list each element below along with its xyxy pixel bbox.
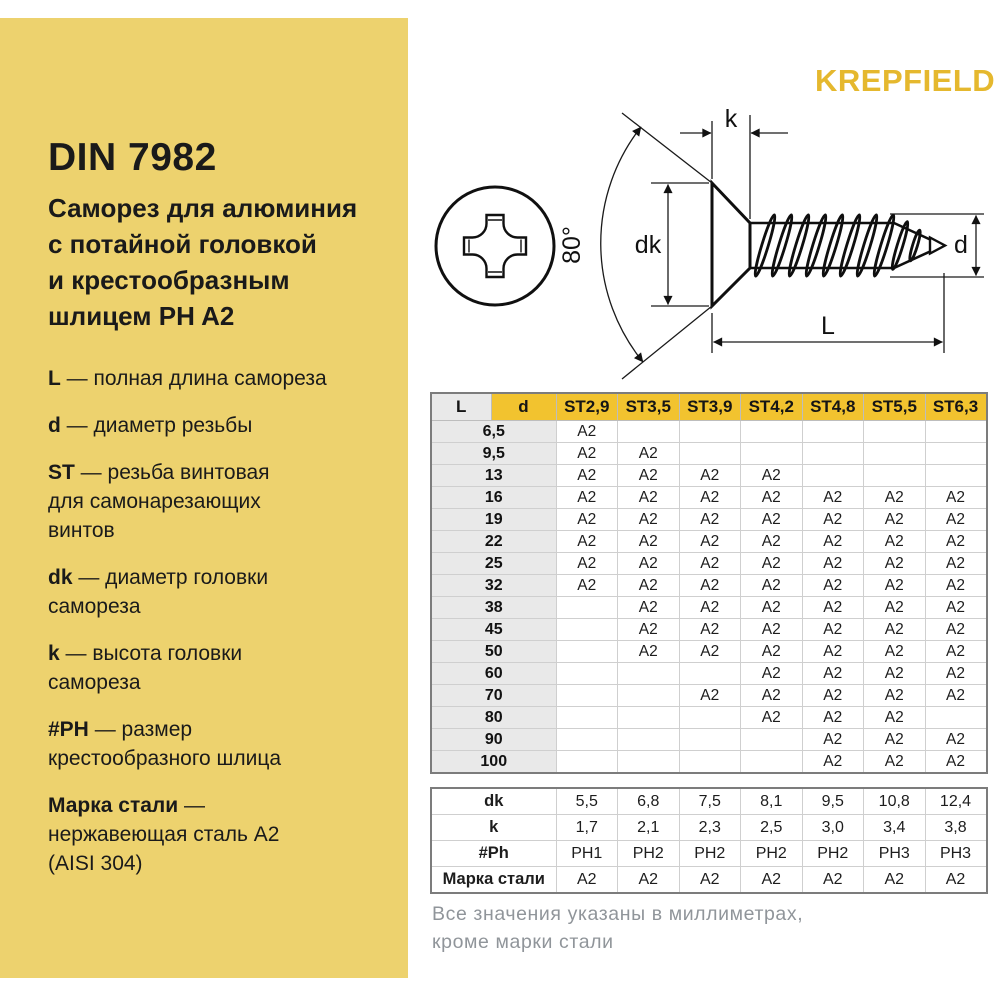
size-row: [431, 597, 987, 619]
row-length-label: 100: [431, 751, 556, 774]
column-header: ST6,3: [925, 393, 987, 421]
availability-cell: A2: [741, 707, 803, 729]
availability-cell: [618, 707, 680, 729]
brand-logo: KREPFIELD: [815, 63, 996, 98]
availability-cell: A2: [741, 509, 803, 531]
availability-cell: A2: [925, 729, 987, 751]
availability-cell: A2: [741, 685, 803, 707]
size-row: [431, 663, 987, 685]
spec-row: [431, 788, 987, 815]
availability-cell: A2: [802, 707, 864, 729]
size-row: [431, 443, 987, 465]
spec-value-cell: A2: [864, 867, 926, 894]
availability-cell: A2: [618, 509, 680, 531]
subtitle-line: шлицем PH A2: [48, 301, 235, 331]
availability-cell: A2: [802, 509, 864, 531]
legend-desc: самореза: [48, 671, 141, 694]
dim-label-dk: dk: [634, 231, 662, 259]
availability-cell: [618, 421, 680, 443]
dim-label-d: d: [954, 231, 968, 259]
availability-cell: A2: [556, 553, 618, 575]
availability-cell: A2: [556, 575, 618, 597]
spec-value-cell: PH2: [679, 841, 741, 867]
spec-value-cell: 1,7: [556, 815, 618, 841]
row-length-label: 16: [431, 487, 556, 509]
legend-item: [48, 639, 380, 697]
availability-cell: A2: [802, 575, 864, 597]
legend: [48, 364, 380, 878]
availability-cell: A2: [802, 553, 864, 575]
availability-cell: [802, 421, 864, 443]
availability-cell: A2: [618, 531, 680, 553]
availability-cell: [802, 443, 864, 465]
spec-value-cell: 7,5: [679, 788, 741, 815]
size-row: [431, 575, 987, 597]
availability-cell: A2: [679, 597, 741, 619]
availability-cell: [679, 443, 741, 465]
size-row: [431, 729, 987, 751]
availability-cell: A2: [925, 619, 987, 641]
availability-cell: A2: [864, 553, 926, 575]
head-top-view-icon: [436, 187, 554, 305]
availability-cell: A2: [679, 531, 741, 553]
spec-value-cell: 8,1: [741, 788, 803, 815]
spec-value-cell: 2,1: [618, 815, 680, 841]
product-subtitle: [48, 190, 380, 334]
availability-cell: A2: [679, 509, 741, 531]
column-header: ST2,9: [556, 393, 618, 421]
availability-cell: A2: [741, 641, 803, 663]
spec-value-cell: PH3: [864, 841, 926, 867]
subtitle-line: с потайной головкой: [48, 229, 317, 259]
spec-value-cell: 2,3: [679, 815, 741, 841]
availability-cell: [556, 619, 618, 641]
screw-diagram: [420, 98, 1000, 393]
dim-label-k: k: [724, 105, 738, 133]
availability-cell: [679, 707, 741, 729]
availability-cell: [618, 663, 680, 685]
availability-cell: A2: [556, 531, 618, 553]
availability-cell: A2: [925, 597, 987, 619]
availability-cell: A2: [556, 421, 618, 443]
availability-cell: A2: [802, 685, 864, 707]
availability-cell: [925, 465, 987, 487]
column-header: ST4,2: [741, 393, 803, 421]
subtitle-line: и крестообразным: [48, 265, 290, 295]
legend-desc: — размер: [88, 718, 193, 741]
row-length-label: 38: [431, 597, 556, 619]
availability-cell: A2: [618, 553, 680, 575]
availability-cell: A2: [741, 663, 803, 685]
footnote-line: Все значения указаны в миллиметрах,: [432, 903, 804, 925]
availability-cell: A2: [679, 641, 741, 663]
legend-term: k: [48, 642, 60, 665]
legend-desc: крестообразного шлица: [48, 747, 282, 770]
availability-cell: A2: [741, 619, 803, 641]
row-length-label: 70: [431, 685, 556, 707]
row-length-label: 32: [431, 575, 556, 597]
availability-cell: [679, 729, 741, 751]
spec-row-label: Марка стали: [431, 867, 556, 894]
row-length-label: 22: [431, 531, 556, 553]
spec-value-cell: 3,4: [864, 815, 926, 841]
availability-cell: [679, 751, 741, 774]
spec-row: [431, 841, 987, 867]
legend-desc: для самонарезающих: [48, 490, 261, 513]
availability-cell: A2: [864, 751, 926, 774]
spec-row-label: #Ph: [431, 841, 556, 867]
size-row: [431, 421, 987, 443]
availability-cell: A2: [925, 553, 987, 575]
row-length-label: 25: [431, 553, 556, 575]
availability-cell: [556, 597, 618, 619]
spec-value-cell: A2: [618, 867, 680, 894]
spec-value-cell: PH2: [618, 841, 680, 867]
availability-cell: [618, 685, 680, 707]
spec-value-cell: A2: [925, 867, 987, 894]
spec-value-cell: A2: [556, 867, 618, 894]
availability-cell: [556, 641, 618, 663]
availability-cell: A2: [679, 619, 741, 641]
availability-cell: A2: [679, 465, 741, 487]
size-row: [431, 509, 987, 531]
row-length-label: 19: [431, 509, 556, 531]
availability-cell: A2: [864, 531, 926, 553]
availability-cell: A2: [556, 509, 618, 531]
availability-cell: [741, 421, 803, 443]
size-row: [431, 619, 987, 641]
availability-cell: [741, 751, 803, 774]
legend-item: [48, 563, 380, 621]
availability-cell: A2: [802, 663, 864, 685]
row-length-label: 6,5: [431, 421, 556, 443]
availability-cell: [556, 685, 618, 707]
legend-desc: нержавеющая сталь А2: [48, 823, 280, 846]
row-length-label: 45: [431, 619, 556, 641]
size-table: [430, 392, 988, 774]
legend-term: d: [48, 414, 61, 437]
availability-cell: A2: [741, 487, 803, 509]
row-length-label: 50: [431, 641, 556, 663]
spec-value-cell: 3,0: [802, 815, 864, 841]
availability-cell: [864, 421, 926, 443]
availability-cell: A2: [741, 575, 803, 597]
availability-cell: A2: [864, 487, 926, 509]
availability-cell: A2: [925, 531, 987, 553]
availability-cell: [925, 421, 987, 443]
spec-value-cell: A2: [802, 867, 864, 894]
availability-cell: A2: [741, 465, 803, 487]
availability-cell: A2: [802, 597, 864, 619]
dim-label-L: L: [821, 312, 835, 340]
spec-value-cell: PH2: [802, 841, 864, 867]
availability-cell: A2: [925, 663, 987, 685]
legend-desc: (AISI 304): [48, 852, 143, 875]
availability-cell: A2: [925, 685, 987, 707]
availability-cell: [741, 729, 803, 751]
legend-item: [48, 411, 380, 440]
availability-cell: A2: [864, 685, 926, 707]
availability-cell: A2: [864, 597, 926, 619]
legend-term: #PH: [48, 718, 89, 741]
availability-cell: A2: [864, 509, 926, 531]
availability-cell: A2: [925, 641, 987, 663]
screw-side-view-icon: [712, 183, 945, 306]
availability-cell: A2: [864, 619, 926, 641]
availability-cell: A2: [679, 685, 741, 707]
availability-cell: A2: [679, 487, 741, 509]
spec-value-cell: 9,5: [802, 788, 864, 815]
legend-desc: — диаметр головки: [72, 566, 269, 589]
spec-value-cell: PH1: [556, 841, 618, 867]
availability-cell: [556, 751, 618, 774]
availability-cell: [556, 729, 618, 751]
spec-table: [430, 787, 988, 894]
column-header: ST4,8: [802, 393, 864, 421]
legend-term: Марка стали: [48, 794, 179, 817]
availability-cell: A2: [556, 487, 618, 509]
availability-cell: A2: [741, 531, 803, 553]
availability-cell: A2: [618, 597, 680, 619]
size-row: [431, 465, 987, 487]
availability-cell: A2: [802, 487, 864, 509]
availability-cell: A2: [802, 531, 864, 553]
size-row: [431, 707, 987, 729]
availability-cell: A2: [864, 641, 926, 663]
size-row: [431, 487, 987, 509]
legend-desc: — полная длина самореза: [60, 367, 327, 390]
legend-item: [48, 715, 380, 773]
legend-item: [48, 791, 380, 878]
availability-cell: A2: [802, 619, 864, 641]
legend-term: L: [48, 367, 61, 390]
legend-desc: — высота головки: [59, 642, 243, 665]
legend-desc: самореза: [48, 595, 141, 618]
legend-item: [48, 458, 380, 545]
availability-cell: [679, 421, 741, 443]
footnote-line: кроме марки стали: [432, 931, 614, 953]
size-row: [431, 641, 987, 663]
spec-value-cell: 12,4: [925, 788, 987, 815]
spec-row-label: dk: [431, 788, 556, 815]
availability-cell: A2: [618, 443, 680, 465]
availability-cell: [618, 729, 680, 751]
subtitle-line: Саморез для алюминия: [48, 193, 358, 223]
spec-value-cell: 6,8: [618, 788, 680, 815]
row-length-label: 80: [431, 707, 556, 729]
availability-cell: A2: [618, 487, 680, 509]
availability-cell: [925, 443, 987, 465]
availability-cell: A2: [864, 729, 926, 751]
availability-cell: A2: [618, 465, 680, 487]
spec-value-cell: 10,8: [864, 788, 926, 815]
column-header: ST3,9: [679, 393, 741, 421]
availability-cell: [679, 663, 741, 685]
availability-cell: [741, 443, 803, 465]
availability-cell: A2: [802, 751, 864, 774]
page-title: DIN 7982: [48, 136, 217, 179]
legend-item: [48, 364, 380, 393]
column-header: ST5,5: [864, 393, 926, 421]
spec-row-label: k: [431, 815, 556, 841]
size-row: [431, 531, 987, 553]
availability-cell: A2: [556, 443, 618, 465]
legend-desc: —: [178, 794, 206, 817]
legend-desc: — диаметр резьбы: [60, 414, 253, 437]
row-length-label: 13: [431, 465, 556, 487]
row-length-label: 9,5: [431, 443, 556, 465]
dim-label-angle: 80°: [558, 226, 586, 264]
availability-cell: A2: [679, 553, 741, 575]
legend-desc: винтов: [48, 519, 115, 542]
corner-header-L: L: [431, 393, 491, 421]
spec-row: [431, 815, 987, 841]
size-row: [431, 553, 987, 575]
row-length-label: 60: [431, 663, 556, 685]
availability-cell: A2: [864, 707, 926, 729]
availability-cell: [802, 465, 864, 487]
spec-value-cell: A2: [679, 867, 741, 894]
size-row: [431, 751, 987, 774]
availability-cell: A2: [925, 509, 987, 531]
availability-cell: A2: [679, 575, 741, 597]
row-length-label: 90: [431, 729, 556, 751]
spec-value-cell: PH2: [741, 841, 803, 867]
availability-cell: A2: [864, 663, 926, 685]
legend-term: ST: [48, 461, 75, 484]
sidebar: [0, 18, 408, 978]
availability-cell: [864, 465, 926, 487]
availability-cell: A2: [618, 619, 680, 641]
availability-cell: A2: [864, 575, 926, 597]
spec-value-cell: 3,8: [925, 815, 987, 841]
availability-cell: A2: [802, 729, 864, 751]
availability-cell: A2: [618, 575, 680, 597]
spec-value-cell: 2,5: [741, 815, 803, 841]
availability-cell: A2: [741, 597, 803, 619]
availability-cell: [925, 707, 987, 729]
availability-cell: A2: [618, 641, 680, 663]
footnote: [432, 900, 803, 956]
availability-cell: A2: [741, 553, 803, 575]
availability-cell: [864, 443, 926, 465]
availability-cell: [618, 751, 680, 774]
availability-cell: A2: [802, 641, 864, 663]
legend-term: dk: [48, 566, 73, 589]
availability-cell: A2: [556, 465, 618, 487]
availability-cell: [556, 663, 618, 685]
spec-value-cell: PH3: [925, 841, 987, 867]
availability-cell: A2: [925, 575, 987, 597]
corner-header-d: d: [491, 393, 556, 421]
legend-desc: — резьба винтовая: [74, 461, 270, 484]
spec-value-cell: 5,5: [556, 788, 618, 815]
size-table-header-row: [431, 393, 987, 421]
column-header: ST3,5: [618, 393, 680, 421]
availability-cell: A2: [925, 487, 987, 509]
spec-value-cell: A2: [741, 867, 803, 894]
availability-cell: A2: [925, 751, 987, 774]
size-row: [431, 685, 987, 707]
spec-row: [431, 867, 987, 894]
availability-cell: [556, 707, 618, 729]
